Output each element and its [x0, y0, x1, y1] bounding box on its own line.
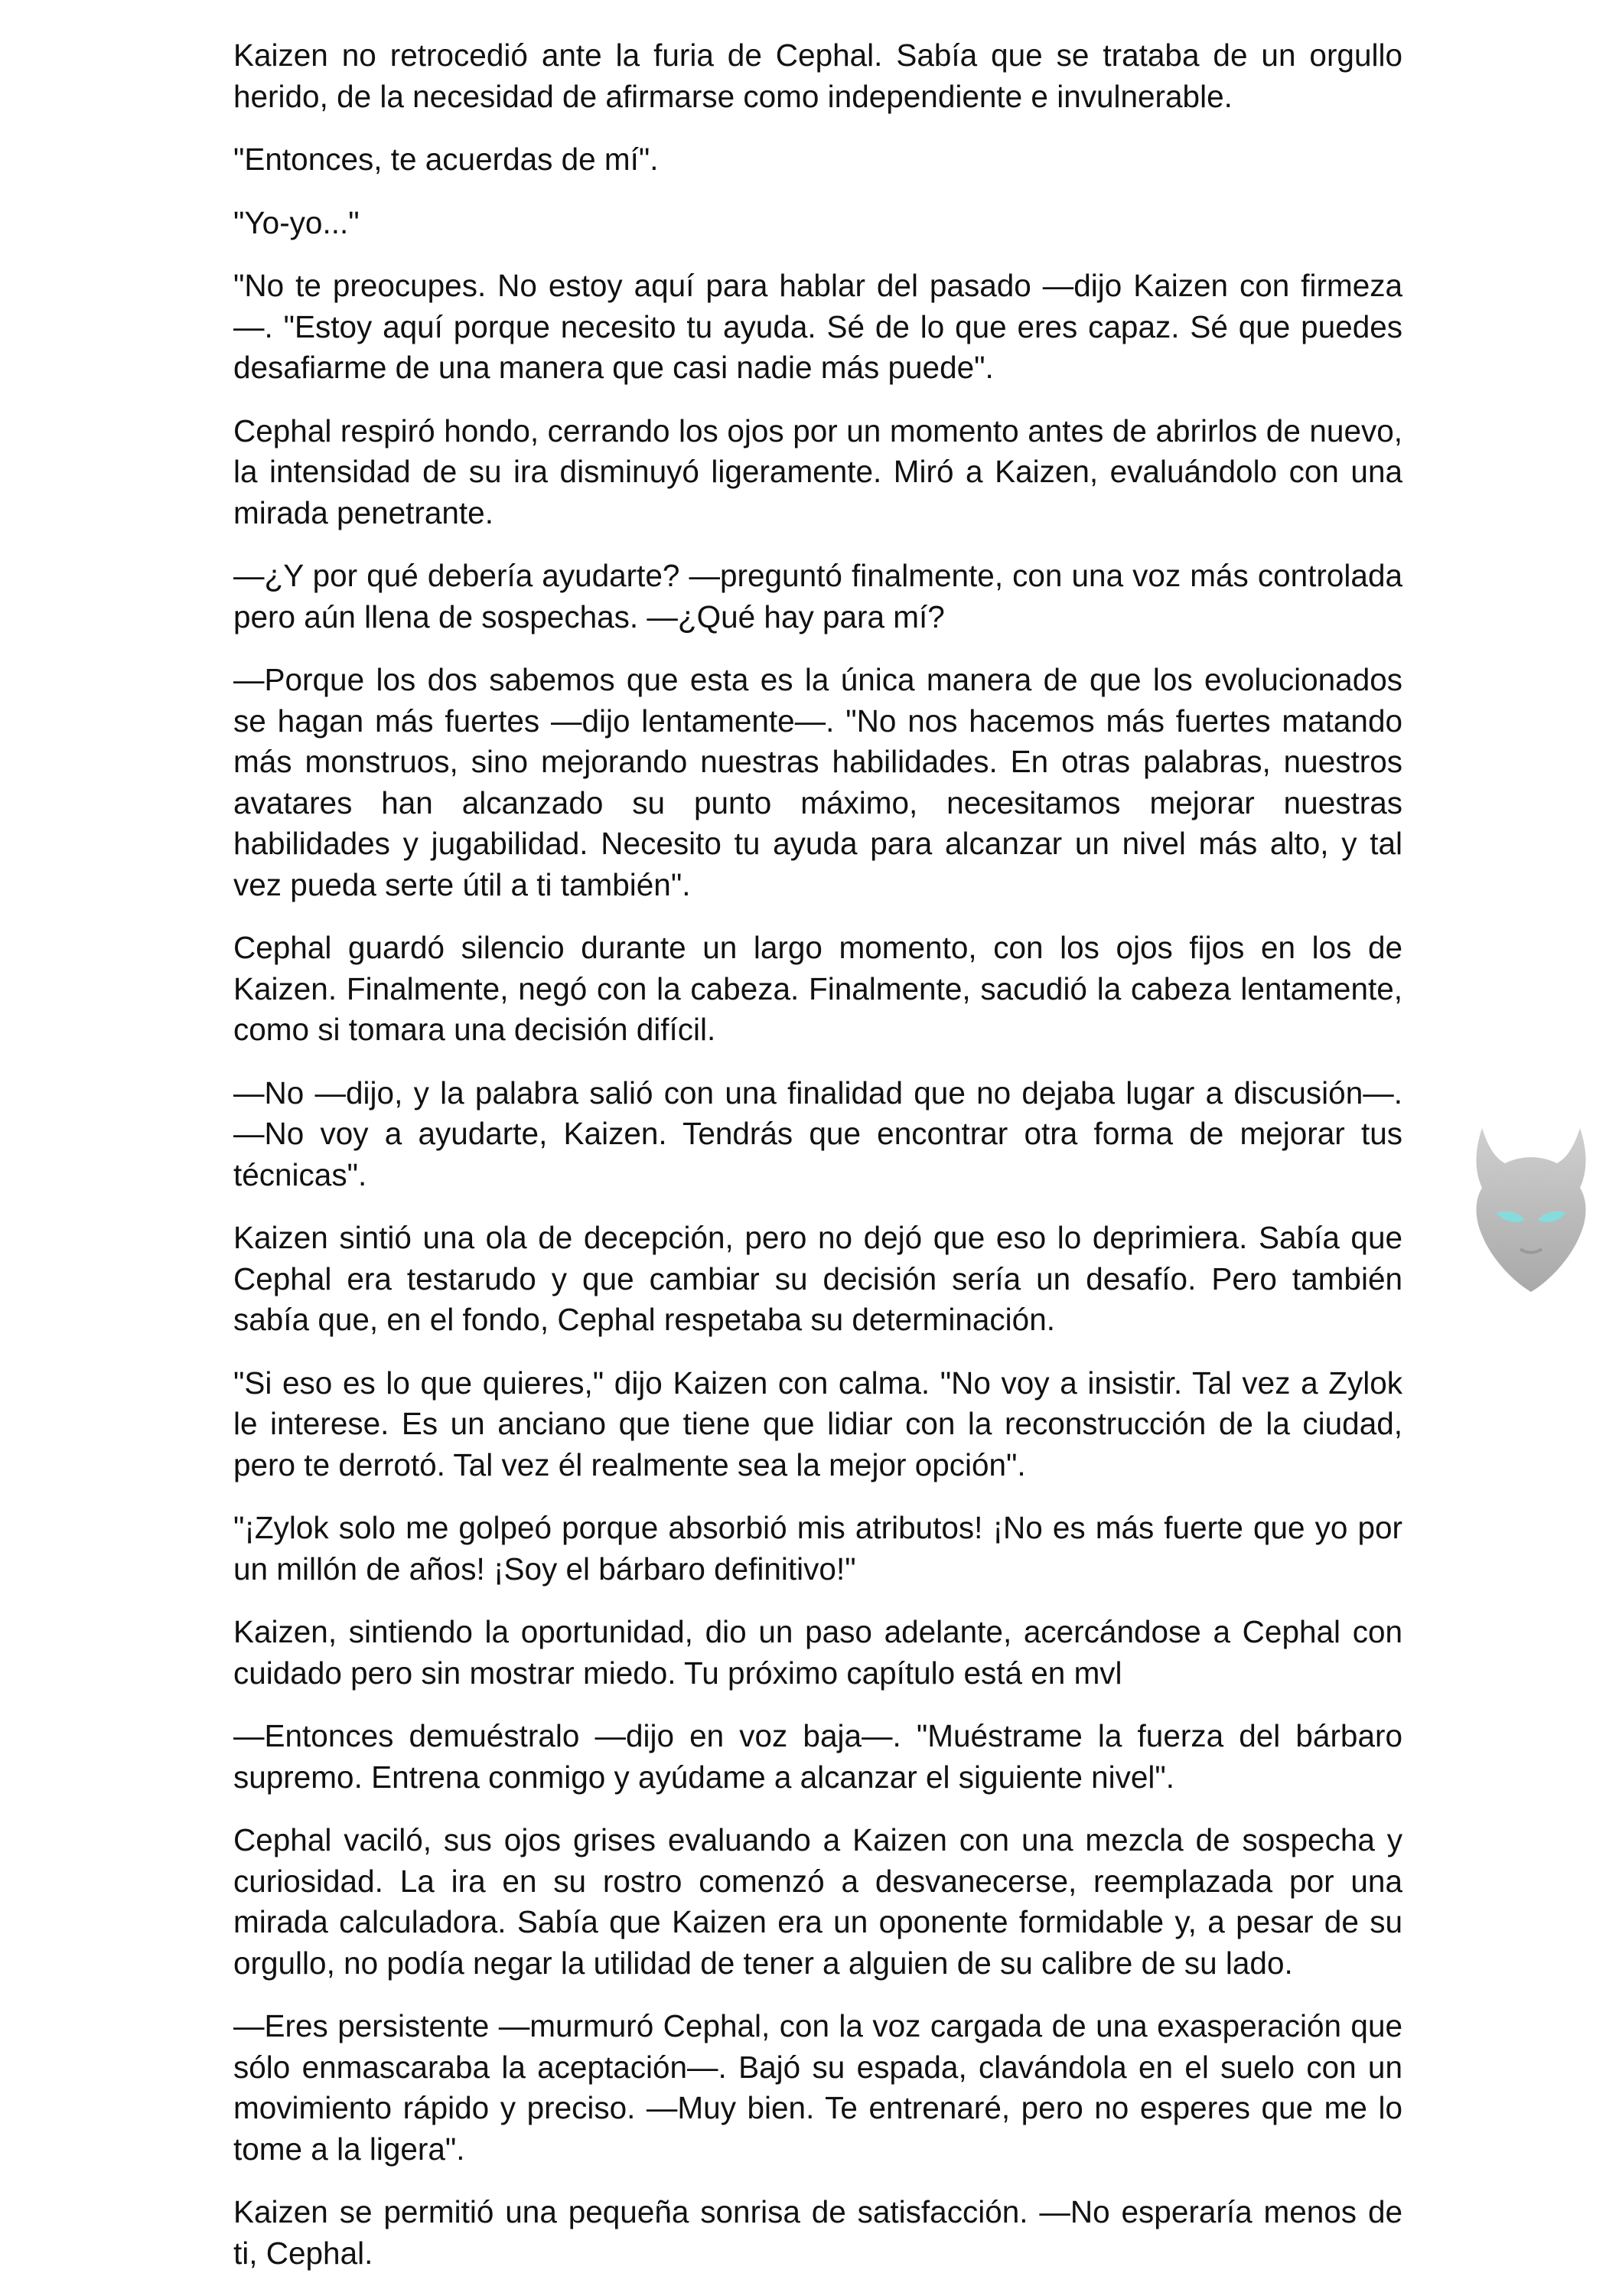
- paragraph-16: —Eres persistente —murmuró Cephal, con la voz cargada de una exasperación que sólo enmascaraba la aceptación—. Bajó su espada, clavándola en el suelo con un movimiento rápido y preciso. —Muy bien. Te entrenaré, pero no esperes que me lo tome a la ligera".: [233, 2008, 1402, 2167]
- paragraph-7: —Porque los dos sabemos que esta es la única manera de que los evolucionados se hagan más fuertes —dijo lentamente—. "No nos hacemos más fuertes matando más monstruos, sino mejorando nuestras habilidades. En otras palabras, nuestros avatares han alcanzado su punto máximo, necesitamos mejorar nuestras habilidades y jugabilidad. Necesito tu ayuda para alcanzar un nivel más alto, y tal vez pueda serte útil a ti también".: [233, 662, 1402, 902]
- paragraph-13: Kaizen, sintiendo la oportunidad, dio un paso adelante, acercándose a Cephal con cuidado pero sin mostrar miedo. Tu próximo capítulo está en mvl: [233, 1614, 1402, 1691]
- demon-mask-icon: [1465, 1124, 1597, 1295]
- paragraph-2: "Entonces, te acuerdas de mí".: [233, 142, 659, 177]
- paragraph-1: Kaizen no retrocedió ante la furia de Cephal. Sabía que se trataba de un orgullo herido, de la necesidad de afirmarse como independiente e invulnerable.: [233, 38, 1402, 114]
- chapter-text: [233, 35, 1402, 2296]
- paragraph-15: Cephal vaciló, sus ojos grises evaluando a Kaizen con una mezcla de sospecha y curiosidad. La ira en su rostro comenzó a desvanecerse, reemplazada por una mirada calculadora. Sabía que Kaizen era un oponente formidable y, a pesar de su orgullo, no podía negar la utilidad de tener a alguien de su calibre de su lado.: [233, 1822, 1402, 1981]
- paragraph-6: —¿Y por qué debería ayudarte? —preguntó finalmente, con una voz más controlada pero aún llena de sospechas. —¿Qué hay para mí?: [233, 558, 1402, 634]
- paragraph-5: Cephal respiró hondo, cerrando los ojos por un momento antes de abrirlos de nuevo, la intensidad de su ira disminuyó ligeramente. Miró a Kaizen, evaluándolo con una mirada penetrante.: [233, 413, 1402, 530]
- paragraph-8: Cephal guardó silencio durante un largo momento, con los ojos fijos en los de Kaizen. Finalmente, negó con la cabeza. Finalmente, sacudió la cabeza lentamente, como si tomara una decisión difícil.: [233, 930, 1402, 1047]
- paragraph-11: "Si eso es lo que quieres," dijo Kaizen con calma. "No voy a insistir. Tal vez a Zylok le interese. Es un anciano que tiene que lidiar con la reconstrucción de la ciudad, pero te derrotó. Tal vez él realmente sea la mejor opción".: [233, 1365, 1402, 1482]
- paragraph-3: "Yo-yo...": [233, 204, 360, 240]
- paragraph-4: "No te preocupes. No estoy aquí para hablar del pasado —dijo Kaizen con firmeza—. "Estoy aquí porque necesito tu ayuda. Sé de lo que eres capaz. Sé que puedes desafiarme de una manera que casi nadie más puede".: [233, 268, 1402, 385]
- paragraph-17: Kaizen se permitió una pequeña sonrisa de satisfacción. —No esperaría menos de ti, Cephal.: [233, 2194, 1402, 2271]
- paragraph-12: "¡Zylok solo me golpeó porque absorbió mis atributos! ¡No es más fuerte que yo por un millón de años! ¡Soy el bárbaro definitivo!": [233, 1510, 1402, 1587]
- paragraph-14: —Entonces demuéstralo —dijo en voz baja—. "Muéstrame la fuerza del bárbaro supremo. Entrena conmigo y ayúdame a alcanzar el siguiente nivel".: [233, 1718, 1402, 1795]
- paragraph-9: —No —dijo, y la palabra salió con una finalidad que no dejaba lugar a discusión—. —No voy a ayudarte, Kaizen. Tendrás que encontrar otra forma de mejorar tus técnicas".: [233, 1075, 1402, 1192]
- paragraph-10: Kaizen sintió una ola de decepción, pero no dejó que eso lo deprimiera. Sabía que Cephal era testarudo y que cambiar su decisión sería un desafío. Pero también sabía que, en el fondo, Cephal respetaba su determinación.: [233, 1220, 1402, 1337]
